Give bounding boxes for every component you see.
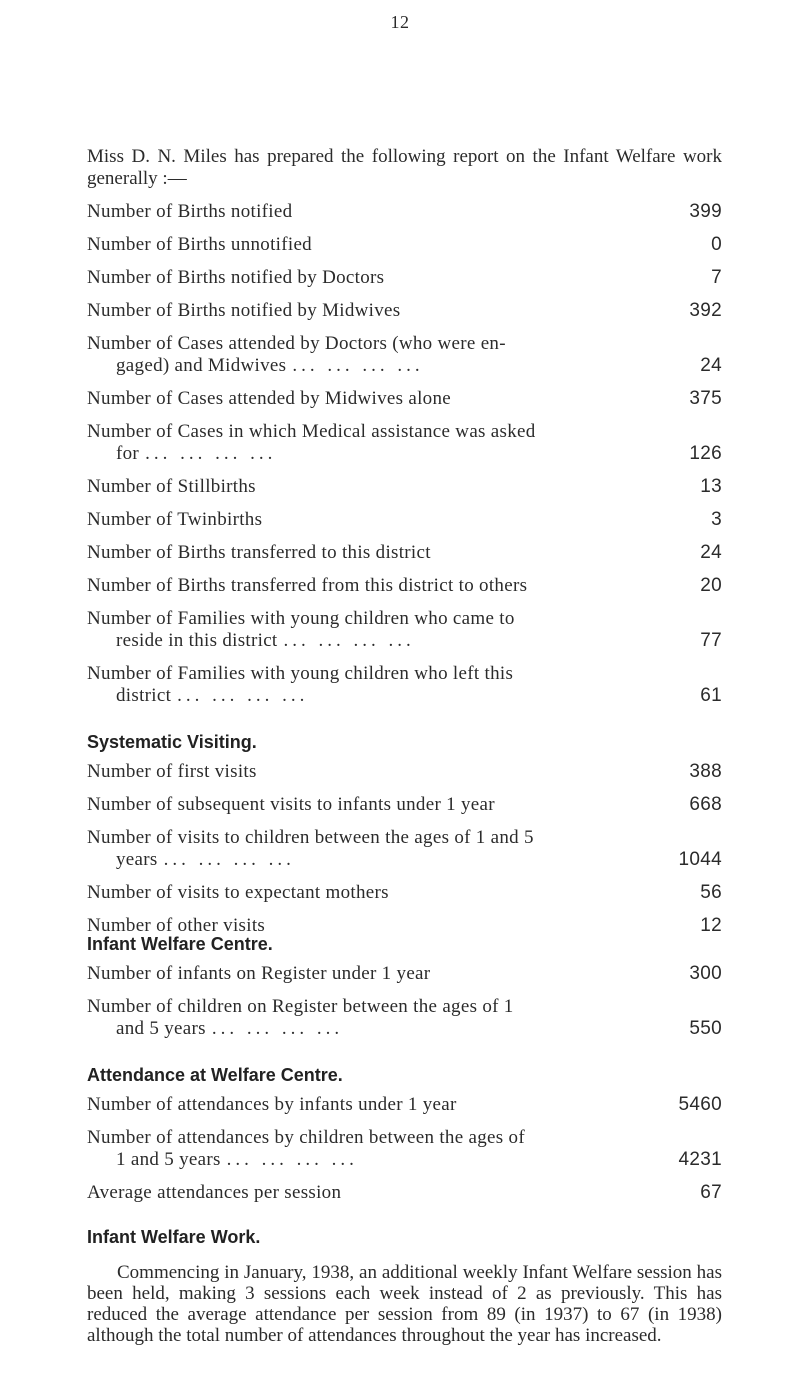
stat-row: [87, 1127, 722, 1171]
infant-welfare-centre-heading: Infant Welfare Centre.: [87, 934, 273, 954]
systematic-visiting-heading: Systematic Visiting.: [87, 732, 257, 752]
stat-value: 300: [689, 963, 722, 984]
leader-dots: ... ... ... ...: [145, 443, 277, 464]
infant-welfare-centre-list: [87, 963, 722, 1040]
stat-row: [87, 509, 722, 531]
stat-label: Number of Families with young children who left this: [87, 663, 514, 684]
stat-label: Number of attendances by infants under 1 year: [87, 1094, 457, 1115]
stat-label-continuation: and 5 years ... ... ... ...: [116, 1018, 344, 1039]
stat-row: [87, 388, 722, 410]
stat-label: Number of Stillbirths: [87, 476, 256, 497]
stat-value: 550: [689, 1018, 722, 1039]
stat-label: Number of Births notified by Midwives: [87, 300, 401, 321]
infant-welfare-work-section: [87, 1226, 722, 1256]
stat-row: [87, 333, 722, 377]
stat-value: 392: [689, 300, 722, 321]
stat-label-continuation: reside in this district ... ... ... ...: [116, 630, 415, 651]
stat-value: 375: [689, 388, 722, 409]
stat-row: [87, 267, 722, 289]
stat-label-continuation: 1 and 5 years ... ... ... ...: [116, 1149, 358, 1170]
page-number: 12: [390, 12, 410, 32]
stat-value: 4231: [678, 1149, 722, 1170]
stat-row: [87, 963, 722, 985]
stat-label: Number of attendances by children between the ages of: [87, 1127, 525, 1148]
stat-label: Number of Births transferred from this district to others: [87, 575, 528, 596]
leader-dots: ... ... ... ...: [177, 685, 309, 706]
stat-value: 24: [700, 542, 722, 563]
stat-row: [87, 1094, 722, 1116]
stat-label: Number of infants on Register under 1 year: [87, 963, 431, 984]
stat-label-continuation: years ... ... ... ...: [116, 849, 295, 870]
stat-value: 0: [711, 234, 722, 255]
systematic-visiting-list: [87, 761, 722, 937]
stat-value: 77: [700, 630, 722, 651]
stat-row: [87, 476, 722, 498]
stat-value: 12: [700, 915, 722, 936]
stat-label: Number of Cases attended by Midwives alone: [87, 388, 452, 409]
stat-row: [87, 996, 722, 1040]
stat-row: [87, 761, 722, 783]
stat-value: 126: [689, 443, 722, 464]
stat-label: Number of Births transferred to this district: [87, 542, 431, 563]
stat-label: Number of visits to expectant mothers: [87, 882, 389, 903]
births-list: [87, 201, 722, 718]
leader-dots: ... ... ... ...: [163, 849, 295, 870]
systematic-visiting-section: [87, 731, 722, 948]
stat-label: Number of first visits: [87, 761, 257, 782]
stat-label-continuation: gaged) and Midwives ... ... ... ...: [116, 355, 424, 376]
infant-welfare-work-heading: Infant Welfare Work.: [87, 1227, 261, 1247]
stat-value: 1044: [678, 849, 722, 870]
stat-value: 7: [711, 267, 722, 288]
stat-value: 24: [700, 355, 722, 376]
stat-row: [87, 827, 722, 871]
stat-label: Number of children on Register between the ages of 1: [87, 996, 514, 1017]
leader-dots: ... ... ... ...: [292, 355, 424, 376]
stat-label-continuation: for ... ... ... ...: [116, 443, 277, 464]
leader-dots: ... ... ... ...: [211, 1018, 344, 1039]
stat-label: Number of Twinbirths: [87, 509, 263, 530]
attendance-heading: Attendance at Welfare Centre.: [87, 1065, 343, 1085]
stat-row: [87, 542, 722, 564]
leader-dots: ... ... ... ...: [283, 630, 415, 651]
stat-value: 3: [711, 509, 722, 530]
leader-dots: ... ... ... ...: [226, 1149, 358, 1170]
stat-label: Number of visits to children between the ages of 1 and 5: [87, 827, 534, 848]
stat-row: [87, 608, 722, 652]
stat-value: 399: [689, 201, 722, 222]
stat-row: [87, 575, 722, 597]
stat-label: Number of subsequent visits to infants under 1 year: [87, 794, 495, 815]
intro-paragraph: Miss D. N. Miles has prepared the following report on the Infant Welfare work generally :—: [87, 146, 722, 189]
infant-welfare-centre-section: [87, 933, 722, 1051]
stat-row: [87, 421, 722, 465]
stat-row: [87, 201, 722, 223]
stat-row: [87, 300, 722, 322]
stat-value: 13: [700, 476, 722, 497]
stat-label: Average attendances per session: [87, 1182, 342, 1203]
attendance-section: [87, 1064, 722, 1215]
stat-value: 388: [689, 761, 722, 782]
stat-value: 668: [689, 794, 722, 815]
stat-label: Number of Families with young children who came to: [87, 608, 515, 629]
stat-label: Number of Births notified: [87, 201, 293, 222]
stat-label: Number of Births unnotified: [87, 234, 312, 255]
stat-row: [87, 794, 722, 816]
stat-row: [87, 1182, 722, 1204]
stat-label: Number of other visits: [87, 915, 266, 936]
stat-label: Number of Cases in which Medical assistance was asked: [87, 421, 536, 442]
stat-row: [87, 663, 722, 707]
stat-value: 56: [700, 882, 722, 903]
stat-value: 67: [700, 1182, 722, 1203]
stat-row: [87, 882, 722, 904]
infant-welfare-work-paragraph: Commencing in January, 1938, an additional weekly Infant Welfare session has been held, making 3 sessions each week instead of 2 as previously. This has reduced the average attendance per session from 89 (in 1937) to 67 (in 1938) although the total number of attendances throughout the year has increased.: [87, 1262, 722, 1346]
stat-value: 61: [700, 685, 722, 706]
stat-label-continuation: district ... ... ... ...: [116, 685, 309, 706]
stat-label: Number of Cases attended by Doctors (who were en-: [87, 333, 506, 354]
stat-label: Number of Births notified by Doctors: [87, 267, 385, 288]
attendance-list: [87, 1094, 722, 1204]
stat-row: [87, 234, 722, 256]
stat-value: 5460: [678, 1094, 722, 1115]
stat-value: 20: [700, 575, 722, 596]
